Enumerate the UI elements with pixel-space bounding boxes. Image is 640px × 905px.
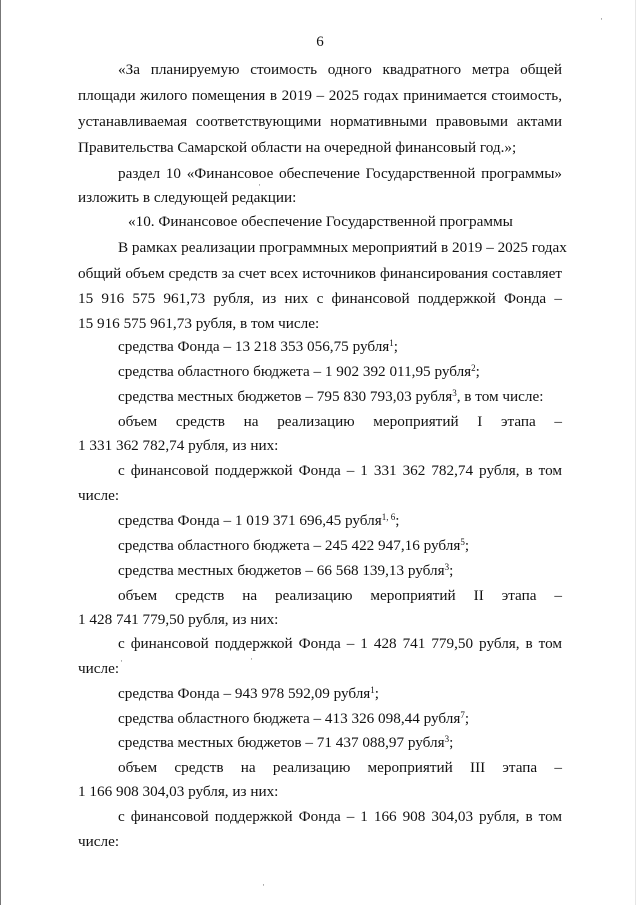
text-line: общий объем средств за счет всех источников финансирования составляет	[78, 265, 562, 282]
section-heading: «10. Финансовое обеспечение Государственной программы	[128, 213, 513, 230]
line-end: ;	[449, 562, 454, 579]
text-line: 1 428 741 779,50 рубля, из них:	[78, 611, 279, 628]
text-line: 15 916 575 961,73 рубля, в том числе:	[78, 315, 320, 332]
page-number: 6	[316, 34, 324, 50]
footnote-ref: 1	[370, 685, 375, 695]
text-line: «За планируемую стоимость одного квадратного метра общей	[118, 61, 562, 78]
line-end: ;	[393, 338, 399, 355]
text-line: площади жилого помещения в 2019 – 2025 годах принимается стоимость,	[78, 87, 562, 104]
text-line	[118, 387, 562, 407]
line-end: , в том числе:	[456, 388, 544, 405]
text-line: числе:	[78, 487, 120, 504]
line-end: ;	[395, 512, 400, 529]
text-line: 15 916 575 961,73 рубля, из них с финансовой поддержкой Фонда –	[78, 290, 562, 307]
scan-speck: ·	[250, 654, 253, 664]
scan-speck: ·	[262, 880, 265, 890]
page-edge-right	[635, 0, 636, 905]
line-end: ;	[475, 363, 480, 380]
scan-speck: ·	[600, 14, 603, 24]
footnote-ref: 3	[444, 562, 450, 572]
line-text: средства областного бюджета – 1 902 392 011,95 рубля	[118, 363, 472, 380]
line-text: средства Фонда – 13 218 353 056,75 рубля	[118, 338, 390, 355]
text-line	[118, 561, 562, 581]
line-end: ;	[464, 537, 470, 554]
scan-speck: ·	[258, 180, 261, 190]
text-line: числе:	[78, 660, 120, 677]
footnote-ref: 1, 6	[381, 512, 396, 522]
page-edge	[0, 0, 1, 905]
line-end: ;	[464, 710, 470, 727]
text-line: 1 331 362 782,74 рубля, из них:	[78, 437, 279, 454]
text-line: раздел 10 «Финансовое обеспечение Государственной программы»	[118, 165, 562, 182]
text-line: изложить в следующей редакции:	[78, 189, 297, 206]
line-text: средства областного бюджета – 413 326 098,44 рубля	[118, 710, 461, 727]
text-line	[118, 511, 562, 531]
line-text: средства местных бюджетов – 66 568 139,13 рубля	[118, 562, 445, 579]
footnote-ref: 1	[389, 338, 394, 348]
line-text: средства областного бюджета – 245 422 947,16 рубля	[118, 537, 461, 554]
footnote-ref: 3	[444, 734, 450, 744]
line-text: средства местных бюджетов – 71 437 088,97 рубля	[118, 734, 445, 751]
text-line: В рамках реализации программных мероприятий в 2019 – 2025 годах	[118, 239, 567, 256]
line-end: ;	[374, 685, 380, 702]
text-line: устанавливаемая соответствующими нормативными правовыми актами	[78, 113, 562, 130]
text-line	[118, 709, 562, 729]
footnote-ref: 5	[460, 537, 465, 547]
text-line	[118, 362, 562, 382]
text-line: с финансовой поддержкой Фонда – 1 428 741 779,50 рубля, в том	[118, 635, 562, 652]
text-line: объем средств на реализацию мероприятий II этапа –	[118, 587, 562, 604]
footnote-ref: 2	[471, 363, 476, 373]
text-line	[118, 733, 562, 753]
text-line	[118, 337, 562, 357]
text-line: объем средств на реализацию мероприятий III этапа –	[118, 759, 562, 776]
line-text: средства местных бюджетов – 795 830 793,03 рубля	[118, 388, 453, 405]
line-text: средства Фонда – 1 019 371 696,45 рубля	[118, 512, 382, 529]
text-line	[118, 536, 562, 556]
text-line: с финансовой поддержкой Фонда – 1 331 362 782,74 рубля, в том	[118, 462, 562, 479]
text-line: с финансовой поддержкой Фонда – 1 166 908 304,03 рубля, в том	[118, 808, 562, 825]
text-line	[118, 684, 562, 704]
line-end: ;	[449, 734, 454, 751]
text-line: 1 166 908 304,03 рубля, из них:	[78, 783, 279, 800]
text-line: числе:	[78, 833, 120, 850]
scan-speck: ·	[120, 656, 123, 666]
text-line: объем средств на реализацию мероприятий I этапа –	[118, 413, 562, 430]
footnote-ref: 3	[452, 388, 457, 398]
line-text: средства Фонда – 943 978 592,09 рубля	[118, 685, 371, 702]
footnote-ref: 7	[460, 710, 465, 720]
text-line: Правительства Самарской области на очередной финансовый год.»;	[78, 139, 517, 156]
